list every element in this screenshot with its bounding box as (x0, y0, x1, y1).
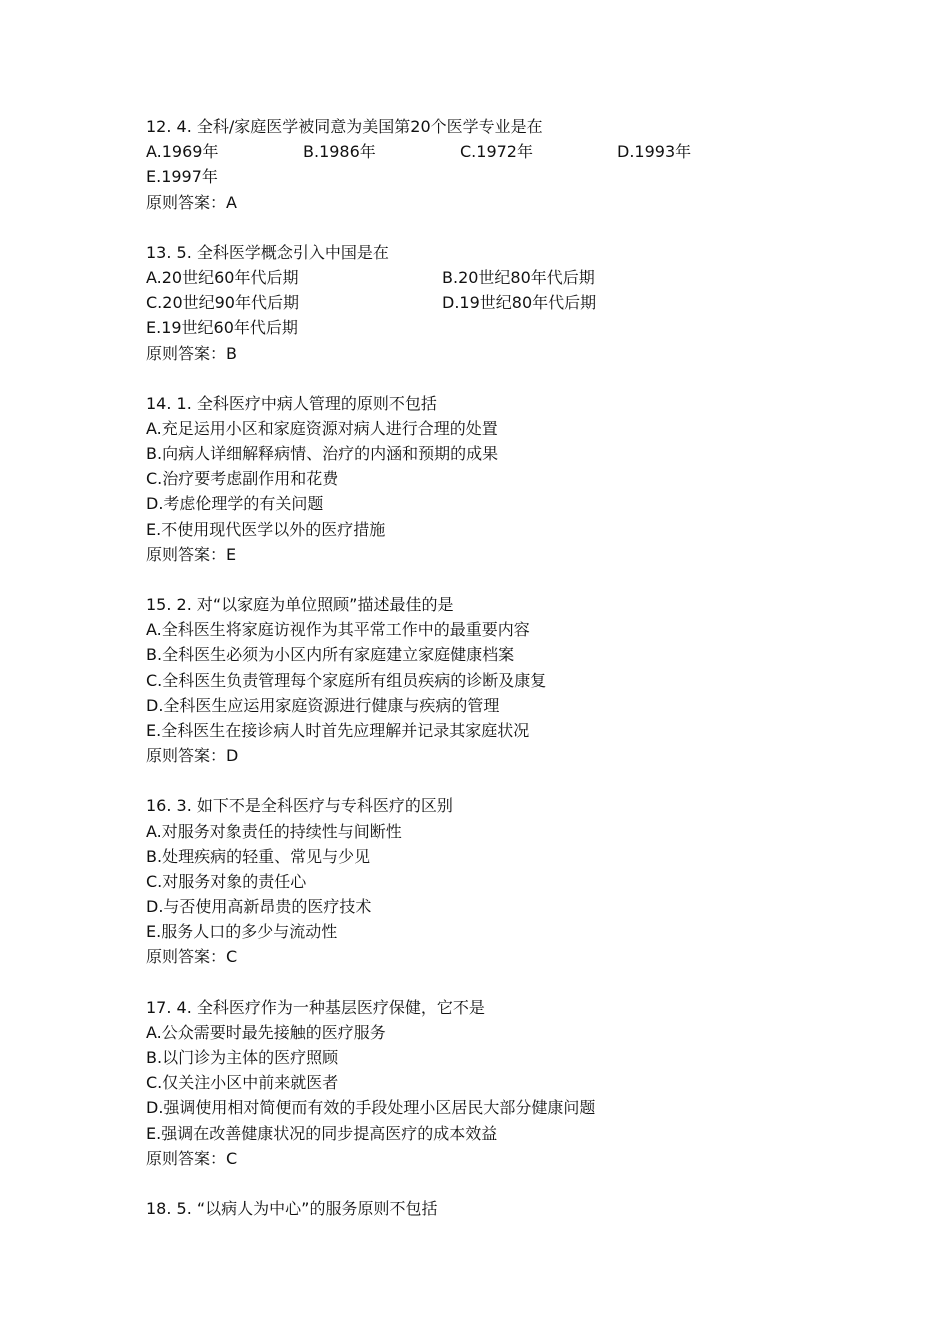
question-14 (146, 391, 906, 567)
option-d: D.考虑伦理学的有关问题 (146, 494, 324, 514)
question-stem: 17. 4. 全科医疗作为一种基层医疗保健，它不是 (146, 997, 485, 1017)
question-13 (146, 240, 906, 366)
option-e: E.服务人口的多少与流动性 (146, 922, 338, 942)
answer-line: 原则答案：A (146, 192, 237, 212)
option-e: E.不使用现代医学以外的医疗措施 (146, 519, 386, 539)
answer-line: 原则答案：E (146, 544, 237, 564)
option-e: E.1997年 (146, 167, 218, 187)
options-row (146, 290, 906, 315)
option-c: C.全科医生负责管理每个家庭所有组员疾病的诊断及康复 (146, 670, 547, 690)
option-b: B.20世纪80年代后期 (442, 267, 595, 287)
question-17 (146, 995, 906, 1171)
option-c: C.20世纪90年代后期 (146, 293, 299, 313)
option-c: C.1972年 (460, 142, 533, 162)
option-d: D.与否使用高新昂贵的医疗技术 (146, 897, 372, 917)
question-stem: 18. 5. “以病人为中心”的服务原则不包括 (146, 1198, 438, 1218)
option-a: A.20世纪60年代后期 (146, 267, 299, 287)
answer-line: 原则答案：C (146, 947, 238, 967)
option-b: B.全科医生必须为小区内所有家庭建立家庭健康档案 (146, 645, 515, 665)
answer-line: 原则答案：C (146, 1148, 238, 1168)
question-stem: 12. 4. 全科/家庭医学被同意为美国第20个医学专业是在 (146, 117, 543, 136)
option-d: D.1993年 (617, 142, 692, 162)
option-b: B.向病人详细解释病情、治疗的内涵和预期的成果 (146, 444, 499, 464)
option-a: A.全科医生将家庭访视作为其平常工作中的最重要内容 (146, 620, 530, 640)
question-18 (146, 1196, 906, 1221)
document-page (146, 114, 906, 1246)
options-row (146, 139, 906, 164)
option-a: A.公众需要时最先接触的医疗服务 (146, 1022, 386, 1042)
option-e: E.全科医生在接诊病人时首先应理解并记录其家庭状况 (146, 720, 530, 740)
option-b: B.以门诊为主体的医疗照顾 (146, 1048, 339, 1067)
option-a: A.充足运用小区和家庭资源对病人进行合理的处置 (146, 418, 498, 438)
option-e: E.19世纪60年代后期 (146, 318, 298, 338)
answer-line: 原则答案：D (146, 746, 239, 766)
question-12 (146, 114, 906, 215)
options-row (146, 265, 906, 290)
option-e: E.强调在改善健康状况的同步提高医疗的成本效益 (146, 1123, 498, 1143)
option-b: B.处理疾病的轻重、常见与少见 (146, 846, 371, 866)
option-d: D.全科医生应运用家庭资源进行健康与疾病的管理 (146, 695, 500, 715)
option-c: C.仅关注小区中前来就医者 (146, 1073, 339, 1093)
question-stem: 15. 2. 对“以家庭为单位照顾”描述最佳的是 (146, 595, 454, 614)
option-a: A.对服务对象责任的持续性与间断性 (146, 821, 402, 841)
option-a: A.1969年 (146, 142, 219, 162)
option-b: B.1986年 (303, 142, 376, 162)
question-stem: 13. 5. 全科医学概念引入中国是在 (146, 242, 389, 262)
question-16 (146, 793, 906, 969)
option-c: C.治疗要考虑副作用和花费 (146, 469, 339, 489)
question-15 (146, 592, 906, 768)
question-stem: 16. 3. 如下不是全科医疗与专科医疗的区别 (146, 796, 453, 816)
option-c: C.对服务对象的责任心 (146, 871, 307, 891)
answer-line: 原则答案：B (146, 343, 237, 363)
question-stem: 14. 1. 全科医疗中病人管理的原则不包括 (146, 393, 437, 413)
option-d: D.19世纪80年代后期 (442, 293, 597, 313)
option-d: D.强调使用相对简便而有效的手段处理小区居民大部分健康问题 (146, 1098, 596, 1118)
